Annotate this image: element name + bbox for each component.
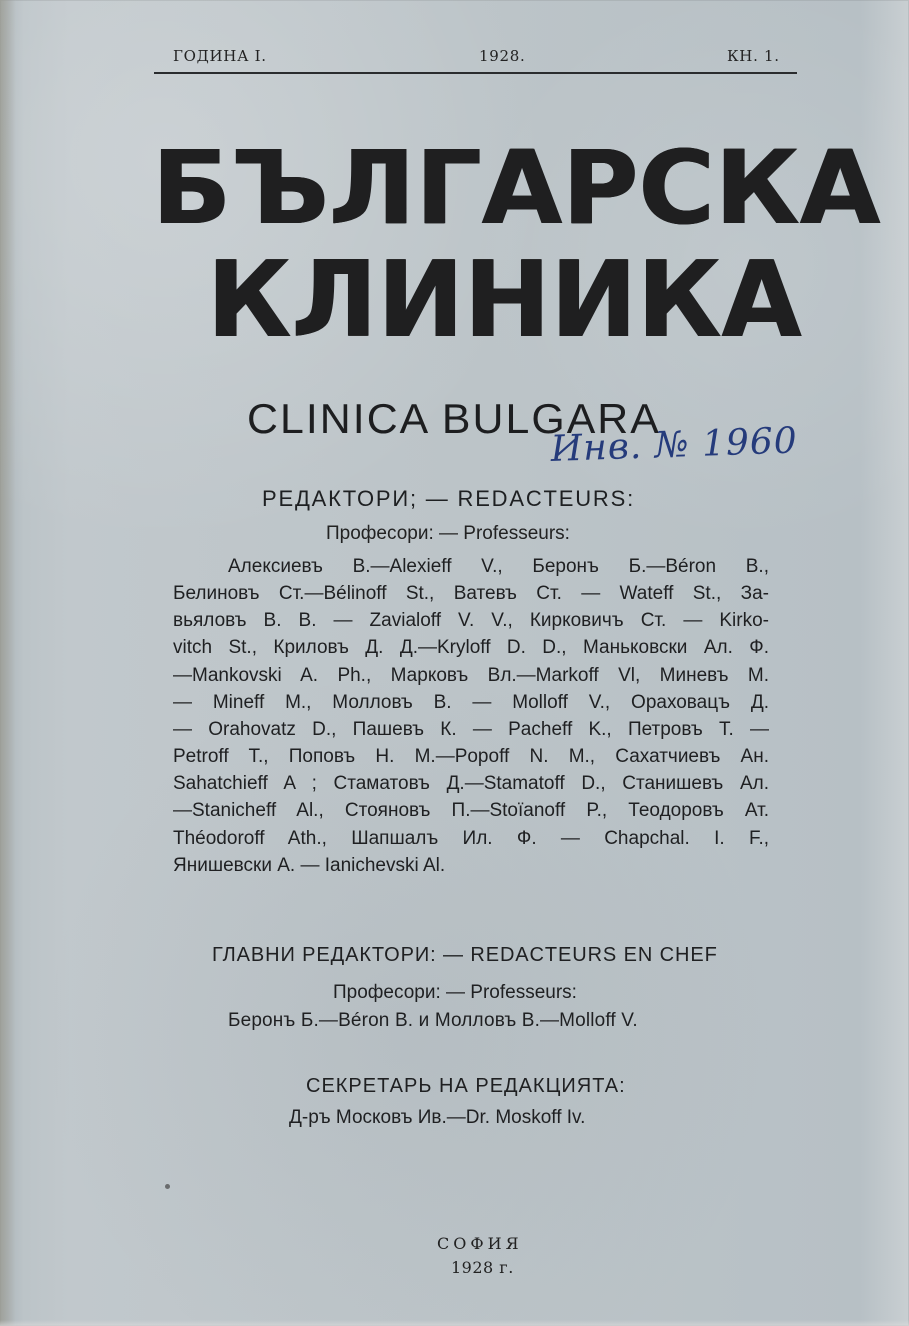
header-year: 1928. bbox=[479, 47, 526, 65]
editor-line: —Stanicheff Al., Стояновъ П.—Stoïanoff P., Теодоровъ Ат. bbox=[173, 800, 769, 821]
editor-line: Petroff T., Поповъ Н. М.—Popoff N. M., Сахатчиевъ Ан. bbox=[173, 746, 769, 767]
secretary-heading: СЕКРЕТАРЬ НА РЕДАКЦИЯТА: bbox=[306, 1075, 626, 1097]
page-left-edge bbox=[0, 0, 16, 1326]
publication-city: СОФИЯ bbox=[437, 1234, 523, 1253]
editor-line: Янишевски А. — Ianichevski Al. bbox=[173, 855, 446, 876]
chief-editors-professors-label: Професори: — Professeurs: bbox=[333, 982, 577, 1003]
chief-editors-heading: ГЛАВНИ РЕДАКТОРИ: — REDACTEURS EN CHEF bbox=[212, 944, 718, 966]
paper-speck bbox=[165, 1184, 170, 1189]
editor-line: — Orahovatz D., Пашевъ К. — Pacheff K., Петровъ Т. — bbox=[173, 719, 769, 740]
main-title-line-1: БЪЛГАРСКА bbox=[152, 129, 881, 248]
latin-title: CLINICA BULGARA bbox=[247, 395, 661, 442]
editor-line: Белиновъ Ст.—Bélinoff St., Ватевъ Ст. — Wateff St., За- bbox=[173, 583, 769, 604]
editor-line: Théodoroff Ath., Шапшалъ Ил. Ф. — Chapchal. I. F., bbox=[173, 828, 769, 849]
page-bottom-edge bbox=[0, 1320, 909, 1326]
editor-line: vitch St., Криловъ Д. Д.—Kryloff D. D., Маньковски Ал. Ф. bbox=[173, 637, 769, 658]
main-title-line-2: КЛИНИКА bbox=[207, 239, 802, 361]
header-book-number: КН. 1. bbox=[727, 47, 780, 65]
header-year-volume: ГОДИНА I. bbox=[173, 47, 267, 65]
chief-editors-names: Беронъ Б.—Béron B. и Молловъ В.—Molloff V. bbox=[228, 1010, 638, 1031]
editors-heading: РЕДАКТОРИ; — REDACTEURS: bbox=[262, 486, 636, 511]
editor-line: вьяловъ В. В. — Zavialoff V. V., Кирковичъ Ст. — Kirko- bbox=[173, 610, 769, 631]
editor-line: —Mankovski A. Ph., Марковъ Вл.—Markoff Vl, Миневъ М. bbox=[173, 665, 769, 686]
editor-line: Sahatchieff A ; Стаматовъ Д.—Stamatoff D., Станишевъ Ал. bbox=[173, 773, 769, 794]
handwritten-inventory-note: Инв. № 1960 bbox=[550, 420, 799, 470]
secretary-name: Д-ръ Московъ Ив.—Dr. Moskoff Iv. bbox=[289, 1107, 586, 1128]
editor-names-block bbox=[173, 556, 769, 886]
publication-year: 1928 г. bbox=[451, 1258, 514, 1277]
header-rule bbox=[154, 72, 797, 74]
editor-line: Алексиевъ В.—Alexieff V., Беронъ Б.—Béron B., bbox=[228, 556, 769, 577]
editors-professors-label: Професори: — Professeurs: bbox=[326, 523, 570, 544]
editor-line: — Mineff M., Молловъ В. — Molloff V., Ораховацъ Д. bbox=[173, 692, 769, 713]
